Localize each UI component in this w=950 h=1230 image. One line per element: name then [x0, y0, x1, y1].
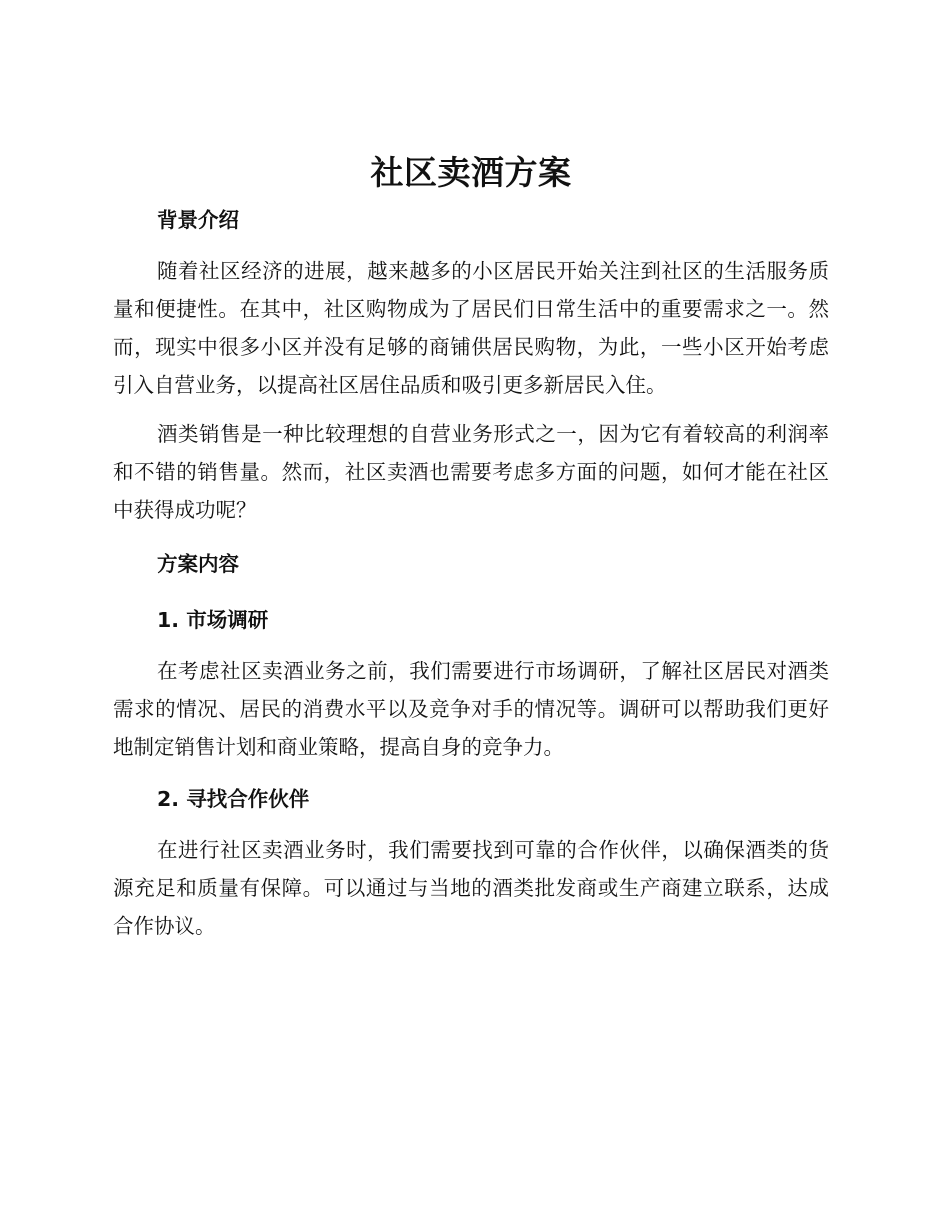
document-title: 社区卖酒方案 [370, 153, 572, 192]
paragraph: 在进行社区卖酒业务时，我们需要找到可靠的合作伙伴，以确保酒类的货源充足和质量有保障。可以通过与当地的酒类批发商或生产商建立联系，达成合作协议。 [113, 838, 829, 938]
paragraph: 随着社区经济的进展，越来越多的小区居民开始关注到社区的生活服务质量和便捷性。在其中，社区购物成为了居民们日常生活中的重要需求之一。然而，现实中很多小区并没有足够的商铺供居民购物，为此，一些小区开始考虑引入自营业务，以提高社区居住品质和吸引更多新居民入住。 [113, 259, 829, 397]
document-body [113, 148, 829, 945]
paragraph: 在考虑社区卖酒业务之前，我们需要进行市场调研，了解社区居民对酒类需求的情况、居民的消费水平以及竞争对手的情况等。调研可以帮助我们更好地制定销售计划和商业策略，提高自身的竞争力。 [113, 659, 829, 759]
paragraph: 酒类销售是一种比较理想的自营业务形式之一，因为它有着较高的利润率和不错的销售量。然而，社区卖酒也需要考虑多方面的问题，如何才能在社区中获得成功呢？ [113, 422, 829, 522]
section-heading-background: 背景介绍 [157, 208, 239, 232]
subsection-heading-partners: 2. 寻找合作伙伴 [157, 787, 310, 811]
subsection-heading-market-research: 1. 市场调研 [157, 608, 269, 632]
section-heading-plan: 方案内容 [157, 552, 239, 576]
